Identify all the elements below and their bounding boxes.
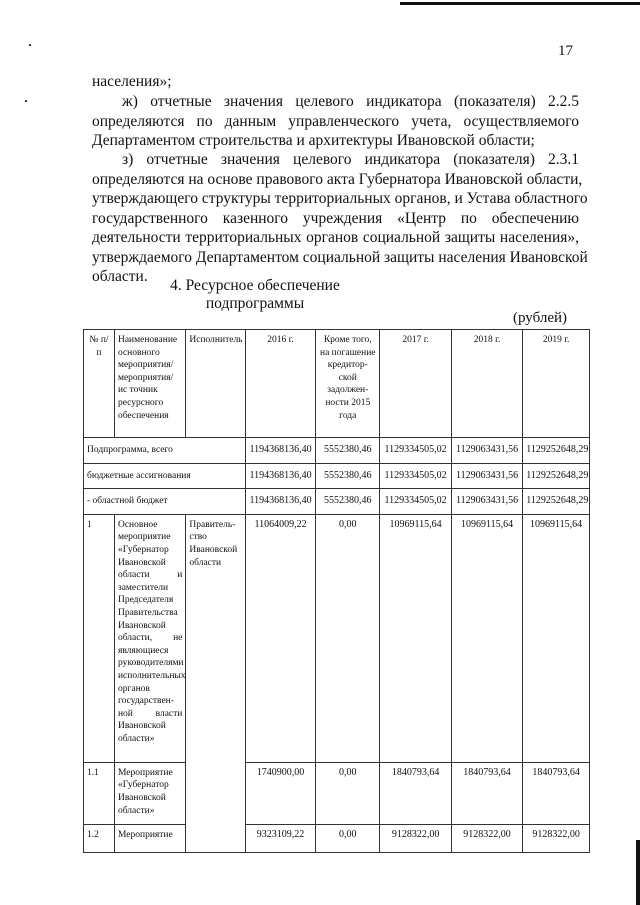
cell-2017: 1129334505,02 <box>380 489 451 515</box>
paragraph-continuation <box>92 72 579 92</box>
table-header-row <box>84 330 590 438</box>
page-number: 17 <box>558 43 573 59</box>
cell-name: Мероприятие <box>114 824 185 852</box>
cell-2017: 1840793,64 <box>380 762 451 824</box>
cell-2019: 9128322,00 <box>523 824 590 852</box>
cell-2017: 1129334505,02 <box>380 438 451 464</box>
cell-2017: 10969115,64 <box>380 514 451 762</box>
table-row <box>84 824 590 852</box>
cell-extra: 5552380,46 <box>316 489 380 515</box>
cell-2019: 1129252648,29 <box>523 489 590 515</box>
cell-num: 1 <box>84 514 115 762</box>
text-line: определяются по данным управленческого учета, осуществляемого <box>92 112 579 130</box>
cell-2018: 1129063431,56 <box>451 438 522 464</box>
header-2019: 2019 г. <box>523 330 590 438</box>
row-label: Подпрограмма, всего <box>84 438 246 464</box>
cell-2017: 1129334505,02 <box>380 463 451 489</box>
cell-2017: 9128322,00 <box>380 824 451 852</box>
cell-2018: 1840793,64 <box>451 762 522 824</box>
scan-artifact-top <box>400 2 640 5</box>
cell-2019: 10969115,64 <box>523 514 590 762</box>
header-2016: 2016 г. <box>245 330 315 438</box>
cell-extra: 0,00 <box>316 514 380 762</box>
cell-2018: 10969115,64 <box>451 514 522 762</box>
header-2017: 2017 г. <box>380 330 451 438</box>
paragraph-zh <box>92 92 579 151</box>
cell-2019: 1129252648,29 <box>523 463 590 489</box>
text-line: области. <box>92 268 148 285</box>
header-extra: Кроме того, на погашение кредитор-ской задолжен-ности 2015 года <box>316 330 380 438</box>
cell-2018: 1129063431,56 <box>451 489 522 515</box>
scan-speck <box>25 100 27 102</box>
resource-table <box>83 329 590 853</box>
paragraph-z <box>92 150 588 287</box>
table-row-summary-regional <box>84 489 590 515</box>
text-line: Департаментом строительства и архитектуры Ивановской области; <box>92 132 535 149</box>
cell-2016: 1740900,00 <box>245 762 315 824</box>
cell-2019: 1840793,64 <box>523 762 590 824</box>
cell-name: Мероприятие «Губернатор Ивановской области» <box>114 762 185 824</box>
cell-2016: 1194368136,40 <box>245 463 315 489</box>
text-line: утверждающего структуры территориальных органов, и Устава областного <box>92 190 588 207</box>
row-label: бюджетные ассигнования <box>84 463 246 489</box>
section-title: 4. Ресурсное обеспечение подпрограммы <box>170 277 340 312</box>
header-num: № п/п <box>84 330 115 438</box>
text-line: утверждаемого Департаментом социальной защиты населения Ивановской <box>92 248 588 266</box>
table-row <box>84 762 590 824</box>
scan-speck <box>29 44 31 46</box>
cell-num: 1.2 <box>84 824 115 852</box>
table-row-summary-budget <box>84 463 590 489</box>
cell-2016: 9323109,22 <box>245 824 315 852</box>
cell-extra: 0,00 <box>316 762 380 824</box>
cell-extra: 5552380,46 <box>316 438 380 464</box>
text-line: определяются на основе правового акта Губернатора Ивановской области, <box>92 170 583 188</box>
units-label: (рублей) <box>513 310 568 326</box>
row-label: - областной бюджет <box>84 489 246 515</box>
cell-2016: 11064009,22 <box>245 514 315 762</box>
text-line: деятельности территориальных органов социальной защиты населения», <box>92 229 579 246</box>
cell-num: 1.1 <box>84 762 115 824</box>
table-row <box>84 514 590 762</box>
text-line: ж) отчетные значения целевого индикатора (показателя) 2.2.5 <box>122 93 579 110</box>
text-line: з) отчетные значения целевого индикатора (показателя) 2.3.1 <box>122 151 579 168</box>
cell-executor: Правитель-ство Ивановской области <box>186 514 246 852</box>
cell-2018: 1129063431,56 <box>451 463 522 489</box>
cell-name: Основное мероприятие «Губернатор Ивановской области и заместители Председателя Правительства Ивановской области, не являющиеся руководителями исполнительных органов государствен-ной власти Ивановской области» <box>114 514 185 762</box>
scan-artifact-right <box>636 840 640 905</box>
table-row-summary-total <box>84 438 590 464</box>
header-name: Наименование основного мероприятия/ мероприятия/ис точник ресурсного обеспечения <box>114 330 185 438</box>
header-2018: 2018 г. <box>451 330 522 438</box>
header-executor: Исполнитель <box>186 330 246 438</box>
cell-2016: 1194368136,40 <box>245 438 315 464</box>
cell-2019: 1129252648,29 <box>523 438 590 464</box>
text-line: населения»; <box>92 73 172 90</box>
text-line: государственного казенного учреждения «Центр по обеспечению <box>92 209 579 227</box>
cell-extra: 0,00 <box>316 824 380 852</box>
cell-extra: 5552380,46 <box>316 463 380 489</box>
cell-2016: 1194368136,40 <box>245 489 315 515</box>
cell-2018: 9128322,00 <box>451 824 522 852</box>
